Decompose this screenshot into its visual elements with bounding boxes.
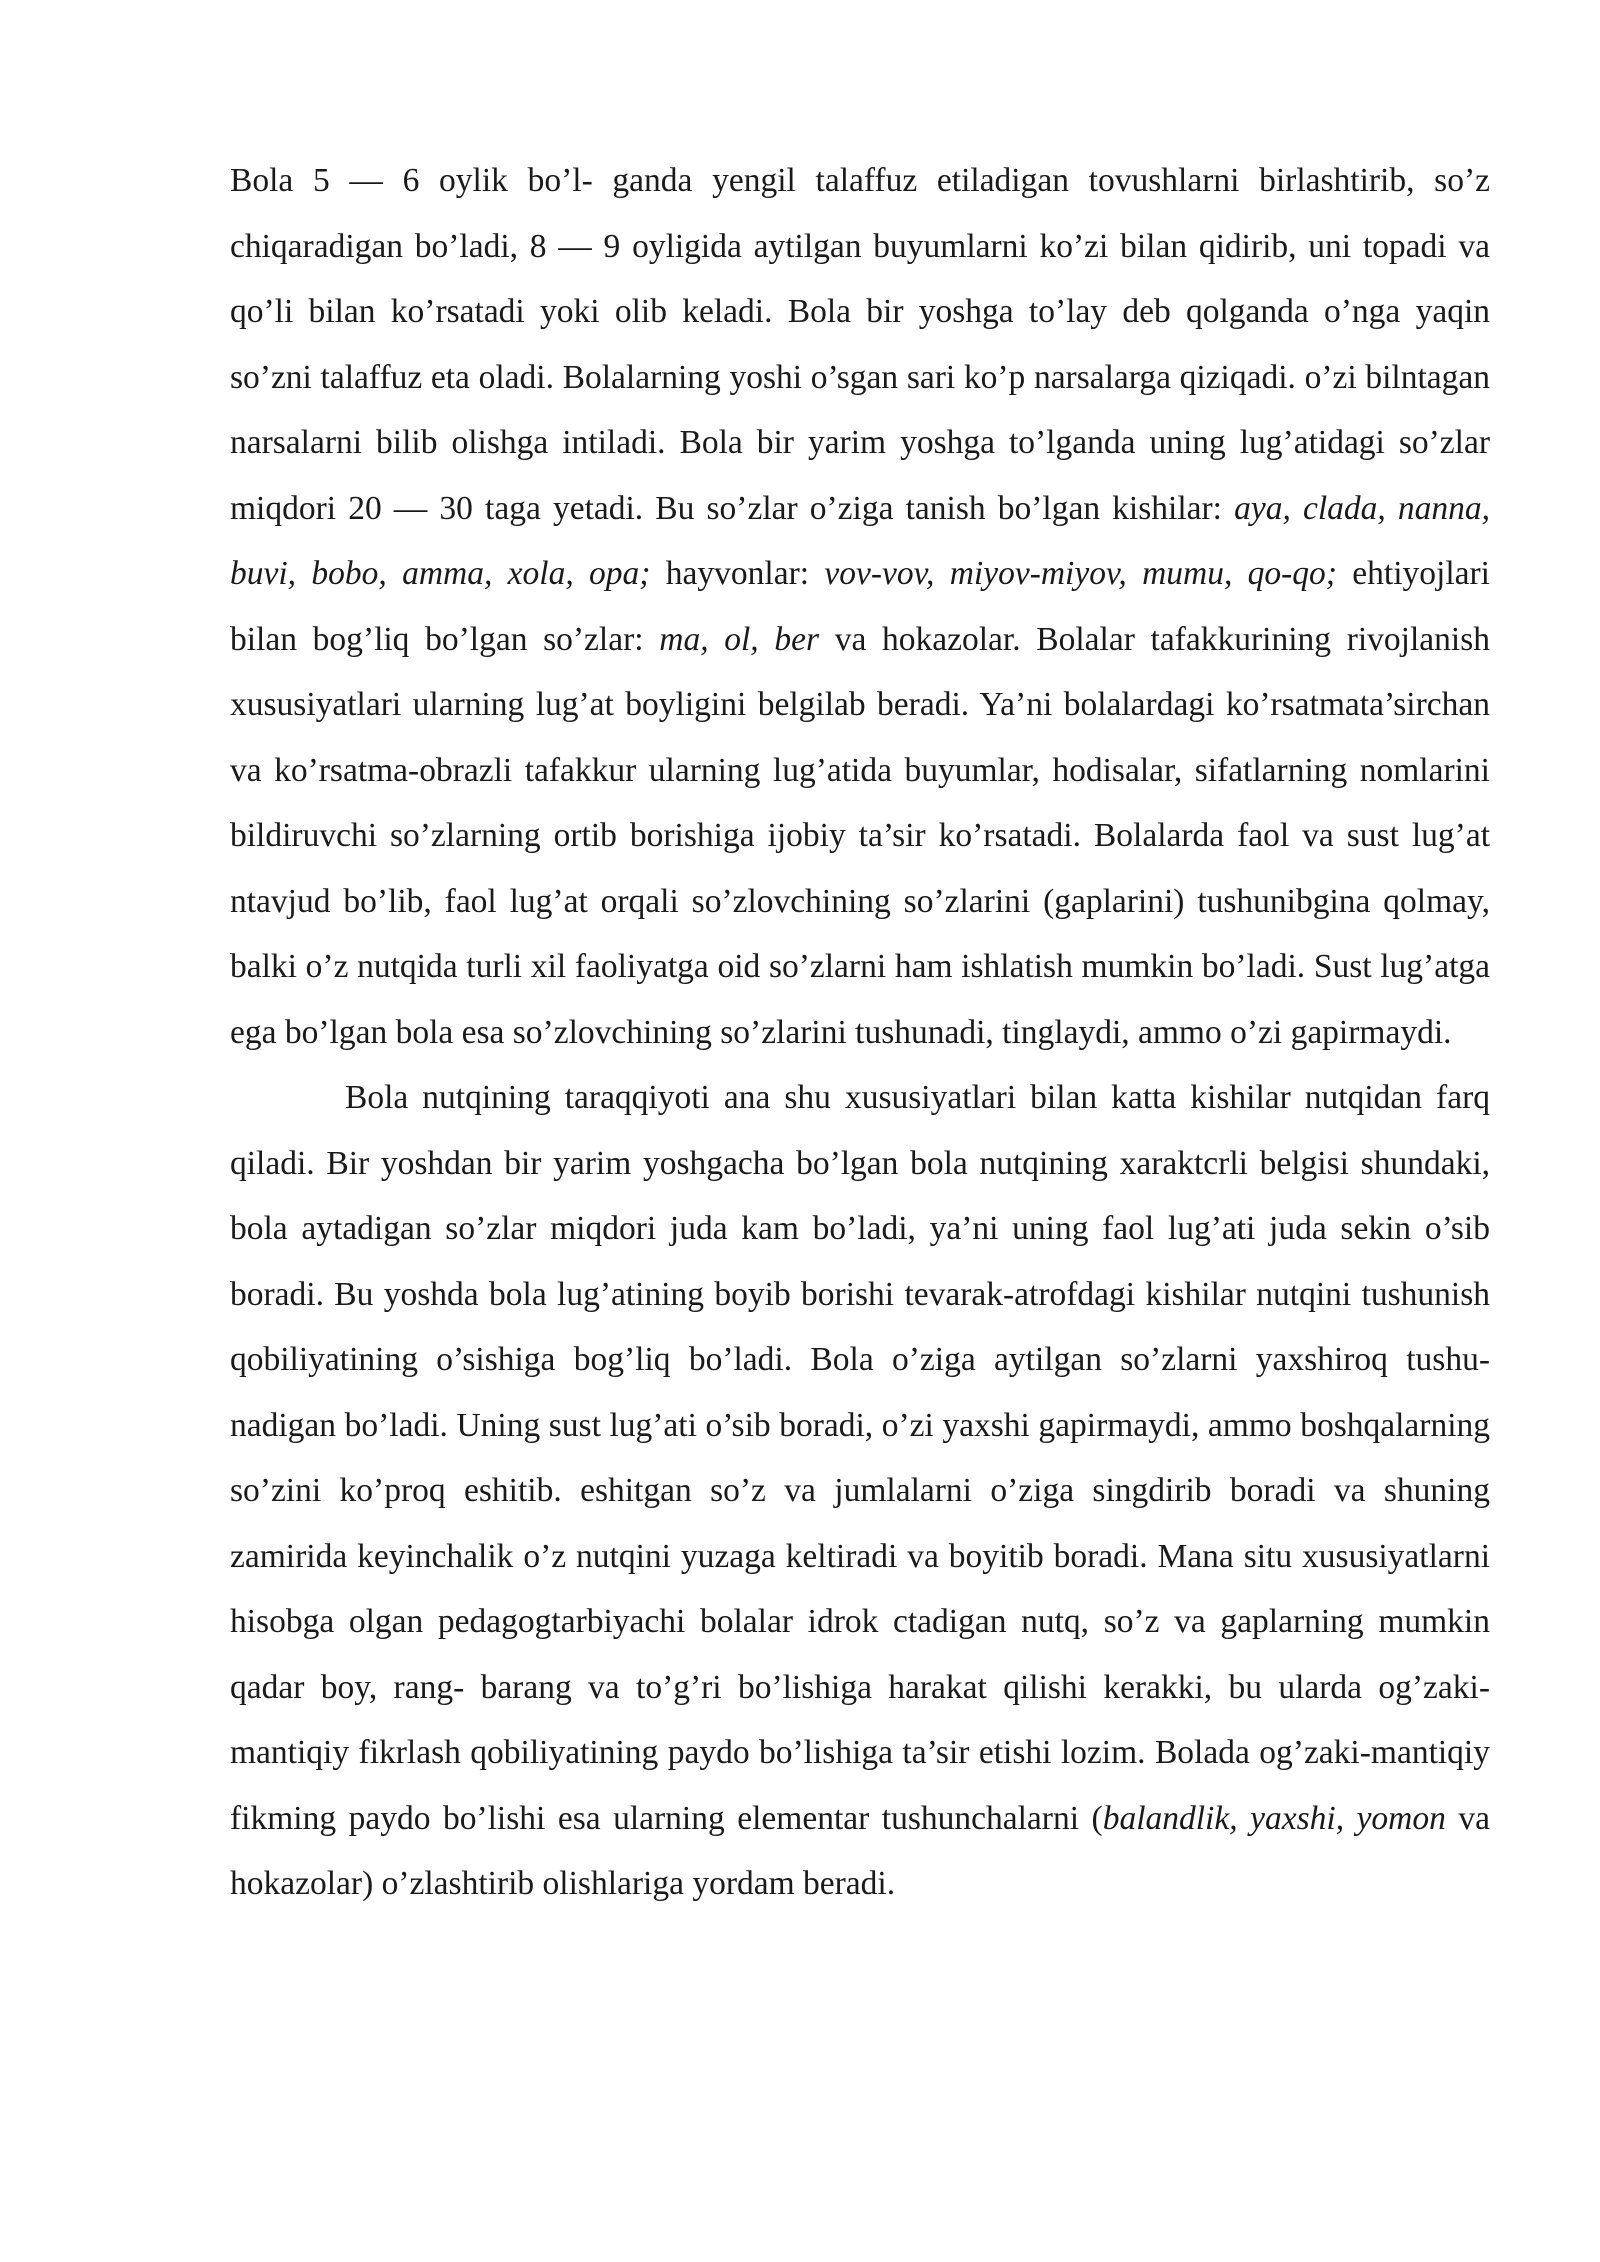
animal-words-italic: vov-vov, miyov-miyov, mumu, qo-qo; bbox=[824, 555, 1337, 592]
paragraph-1 bbox=[230, 148, 1490, 1065]
paragraph-1-text: va hokazolar. Bolalar tafakkurining rivojlanish xususiyatlari ularning lug’at boyligini belgilab beradi. Ya’ni bolalardagi ko’rsatmata’sirchan va ko’rsatma-obrazli tafakkur ularning lug’atida buyumlar, hodisalar, sifatlarning nomlarini bildiruvchi so’zlarning ortib borishiga ijobiy ta’sir ko’rsatadi. Bolalarda faol va sust lug’at ntavjud bo’lib, faol lug’at orqali so’zlovchining so’zlarini (gaplarini) tushunibgina qolmay, balki o’z nutqida turli xil faoliyatga oid so’zlarni ham ishlatish mumkin bo’ladi. Sust lug’atga ega bo’lgan bola esa so’zlovchining so’zlarini tushunadi, tinglaydi, ammo o’zi gapirmaydi. bbox=[230, 620, 1490, 1051]
need-words-italic: ma, ol, ber bbox=[659, 620, 820, 658]
paragraph-1-text: Bola 5 — 6 oylik bo’l- ganda yengil talaffuz etiladigan tovushlarni birlashtirib, so’z chiqaradigan bo’ladi, 8 — 9 oyligida aytilgan buyumlarni ko’zi bilan qidirib, uni topadi va qo’li bilan ko’rsatadi yoki olib keladi. Bola bir yoshga to’lay deb qolganda o’nga yaqin so’zni talaffuz eta oladi. Bolalarning yoshi o’sgan sari ko’p narsalarga qiziqadi. o’zi bilntagan narsalarni bilib olishga intiladi. Bola bir yarim yoshga to’lganda uning lug’atidagi so’zlar miqdori 20 — 30 taga yetadi. Bu so’zlar o’ziga tanish bo’lgan kishilar: bbox=[230, 162, 1490, 527]
paragraph-2-text: va hokazolar) o’zlashtirib olishlariga yordam beradi. bbox=[230, 1799, 1491, 1902]
family-words-italic: aya, clada, nanna, buvi, bobo, amma, xola, opa; bbox=[230, 489, 1490, 592]
paragraph-1-text: ehtiyojlari bilan bog’liq bo’lgan so’zlar: bbox=[230, 555, 1490, 658]
concept-words-italic: balandlik, yaxshi, yomon bbox=[1102, 1799, 1446, 1837]
paragraph-2 bbox=[230, 1065, 1490, 1917]
paragraph-1-text: hayvonlar: bbox=[650, 555, 825, 592]
document-body bbox=[230, 148, 1490, 1917]
paragraph-2-text: Bola nutqining taraqqiyoti ana shu xususiyatlari bilan katta kishilar nutqidan farq qiladi. Bir yoshdan bir yarim yoshgacha bo’lgan bola nutqining xaraktcrli belgisi shundaki, bola aytadigan so’zlar miqdori juda kam bo’ladi, ya’ni uning faol lug’ati juda sekin o’sib boradi. Bu yoshda bola lug’atining boyib borishi tevarak-atrofdagi kishilar nutqini tushunish qobiliyatining o’sishiga bog’liq bo’ladi. Bola o’ziga aytilgan so’zlarni yaxshiroq tushu- nadigan bo’ladi. Uning sust lug’ati o’sib boradi, o’zi yaxshi gapirmaydi, ammo boshqalarning so’zini ko’proq eshitib. eshitgan so’z va jumlalarni o’ziga singdirib boradi va shuning zamirida keyinchalik o’z nutqini yuzaga keltiradi va boyitib boradi. Mana situ xususiyatlarni hisobga olgan pedagogtarbiyachi bolalar idrok ctadigan nutq, so’z va gaplarning mumkin qadar boy, rang- barang va to’g’ri bo’lishiga harakat qilishi kerakki, bu ularda og’zaki-mantiqiy fikrlash qobiliyatining paydo bo’lishiga ta’sir etishi lozim. Bolada og’zaki-mantiqiy fikming paydo bo’lishi esa ularning elementar tushunchalarni ( bbox=[230, 1079, 1490, 1837]
